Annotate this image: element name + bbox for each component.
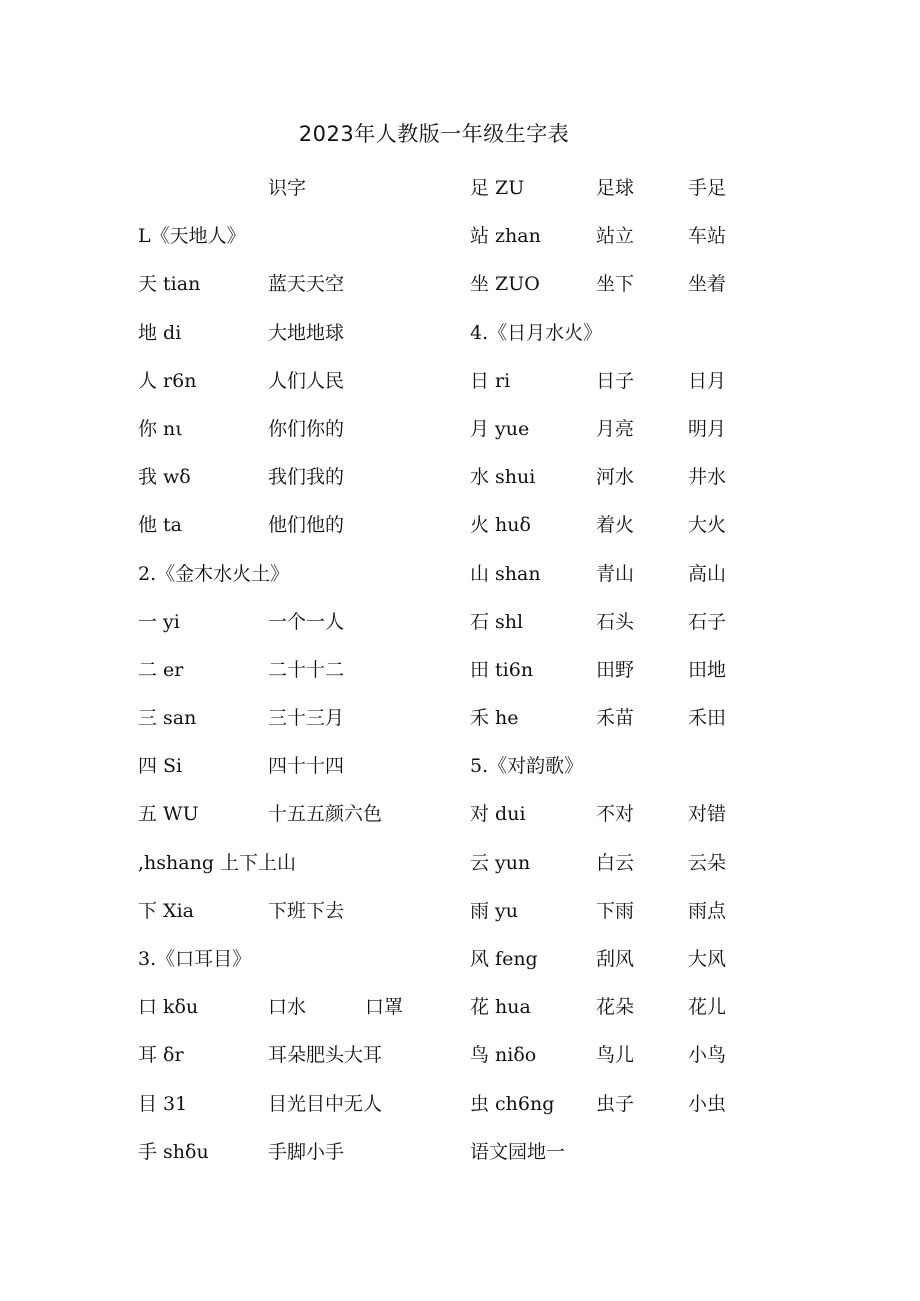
character-cell: 火 huδ	[470, 514, 531, 537]
word-cell: 一个一人	[268, 610, 345, 633]
right-row	[470, 1036, 770, 1084]
word-cell: 田野	[596, 658, 635, 681]
character-cell: ,hshang 上下上山	[138, 851, 297, 874]
right-row	[470, 362, 770, 410]
word-cell-2: 坐着	[688, 273, 727, 296]
right-row	[470, 314, 770, 362]
word-cell-2: 大火	[688, 514, 727, 537]
character-cell: 天 tian	[138, 273, 201, 296]
left-row	[138, 458, 438, 506]
left-row	[138, 844, 438, 892]
right-row	[470, 506, 770, 554]
right-row	[470, 892, 770, 940]
word-cell: 鸟儿	[596, 1044, 635, 1067]
word-cell-2: 手足	[688, 177, 727, 199]
word-cell-2: 小虫	[688, 1092, 727, 1115]
character-cell: 虫 ch6ng	[470, 1092, 555, 1115]
word-cell-2: 石子	[688, 610, 727, 633]
character-cell: 四 Si	[138, 755, 183, 778]
right-row	[470, 1085, 770, 1133]
character-cell: 2.《金木水火土》	[138, 562, 290, 585]
left-row	[138, 603, 438, 651]
character-cell: 风 feng	[470, 948, 538, 970]
character-cell: 地 di	[138, 321, 182, 344]
word-cell: 大地地球	[268, 321, 345, 344]
left-row	[138, 362, 438, 410]
word-cell: 我们我的	[268, 466, 345, 489]
word-cell: 石头	[596, 610, 635, 633]
character-cell: 下 Xia	[138, 899, 194, 922]
left-row	[138, 892, 438, 940]
word-cell: 足球	[596, 177, 635, 199]
character-cell: 田 ti6n	[470, 658, 534, 681]
word-cell: 目光目中无人	[268, 1092, 383, 1115]
right-row	[470, 940, 770, 988]
right-row	[470, 747, 770, 795]
right-row	[470, 169, 770, 217]
word-cell: 蓝天天空	[268, 273, 345, 296]
right-row	[470, 844, 770, 892]
right-row	[470, 603, 770, 651]
right-row	[470, 410, 770, 458]
word-cell: 下雨	[596, 899, 635, 922]
word-cell: 三十三月	[268, 707, 345, 730]
character-cell: 4.《日月水火》	[470, 321, 603, 344]
character-cell: 他 ta	[138, 514, 183, 537]
word-cell: 站立	[596, 225, 635, 248]
word-cell: 花朵	[596, 996, 635, 1019]
left-row	[138, 1036, 438, 1084]
word-cell: 十五五颜六色	[268, 803, 383, 826]
character-cell: 坐 ZUO	[470, 273, 540, 296]
character-cell: L《天地人》	[138, 225, 246, 248]
character-cell: 日 ri	[470, 369, 511, 392]
character-cell: 人 r6n	[138, 369, 197, 392]
character-cell: 月 yue	[470, 417, 530, 440]
word-cell: 刮风	[596, 948, 635, 970]
word-cell: 他们他的	[268, 514, 345, 537]
character-cell: 5.《对韵歌》	[470, 755, 584, 778]
word-cell-2: 明月	[688, 417, 727, 440]
right-row	[470, 651, 770, 699]
character-cell: 花 hua	[470, 996, 531, 1019]
left-row	[138, 217, 438, 265]
word-cell: 白云	[596, 851, 635, 874]
right-row	[470, 217, 770, 265]
word-cell: 河水	[596, 466, 635, 489]
left-row	[138, 1085, 438, 1133]
word-cell: 二十十二	[268, 658, 345, 681]
character-cell: 石 shl	[470, 610, 524, 633]
right-row	[470, 699, 770, 747]
character-cell: 手 shδu	[138, 1140, 209, 1163]
character-cell: 对 dui	[470, 803, 526, 826]
right-row	[470, 458, 770, 506]
word-cell: 坐下	[596, 273, 635, 296]
word-cell: 口水	[268, 996, 307, 1019]
left-row	[138, 265, 438, 313]
character-cell: 三 san	[138, 707, 197, 730]
left-row	[138, 410, 438, 458]
character-cell: 耳 δr	[138, 1044, 184, 1067]
word-cell: 识字	[268, 177, 307, 199]
word-cell: 人们人民	[268, 369, 345, 392]
character-cell: 五 WU	[138, 803, 199, 826]
left-row	[138, 651, 438, 699]
word-cell-2: 对错	[688, 803, 727, 826]
character-cell: 鸟 niδo	[470, 1044, 537, 1067]
word-cell: 着火	[596, 514, 635, 537]
character-cell: 站 zhan	[470, 225, 541, 248]
character-cell: 口 kδu	[138, 996, 199, 1019]
left-row	[138, 1133, 438, 1181]
word-cell: 虫子	[596, 1092, 635, 1115]
character-cell: 足 ZU	[470, 177, 525, 199]
word-cell-2: 高山	[688, 562, 727, 585]
word-cell-2: 田地	[688, 658, 727, 681]
character-cell: 3.《口耳目》	[138, 948, 252, 970]
character-cell: 禾 he	[470, 707, 519, 730]
word-cell-2: 禾田	[688, 707, 727, 730]
right-row	[470, 555, 770, 603]
word-cell-2: 井水	[688, 466, 727, 489]
word-cell: 禾苗	[596, 707, 635, 730]
word-cell-2: 车站	[688, 225, 727, 248]
word-cell: 月亮	[596, 417, 635, 440]
word-cell-2: 小鸟	[688, 1044, 727, 1067]
left-row	[138, 699, 438, 747]
left-column	[138, 169, 438, 1181]
character-cell: 山 shan	[470, 562, 541, 585]
word-cell: 下班下去	[268, 899, 345, 922]
character-cell: 一 yi	[138, 610, 180, 633]
character-cell: 目 31	[138, 1092, 188, 1115]
right-row	[470, 265, 770, 313]
word-cell-2: 云朵	[688, 851, 727, 874]
character-cell: 语文园地一	[470, 1140, 566, 1163]
word-cell: 手脚小手	[268, 1140, 345, 1163]
word-cell-2: 雨点	[688, 899, 727, 922]
left-row	[138, 314, 438, 362]
right-row	[470, 795, 770, 843]
word-cell: 你们你的	[268, 417, 345, 440]
left-row	[138, 169, 438, 217]
word-cell: 四十十四	[268, 755, 345, 778]
left-row	[138, 940, 438, 988]
right-row	[470, 1133, 770, 1181]
word-cell: 日子	[596, 369, 635, 392]
left-row	[138, 988, 438, 1036]
word-cell-2: 日月	[688, 369, 727, 392]
character-cell: 雨 yu	[470, 899, 519, 922]
left-row	[138, 795, 438, 843]
character-cell: 二 er	[138, 658, 184, 681]
word-cell: 不对	[596, 803, 635, 826]
left-row	[138, 747, 438, 795]
word-cell-2: 口罩	[365, 996, 404, 1019]
right-column	[470, 169, 770, 1181]
right-row	[470, 988, 770, 1036]
left-row	[138, 555, 438, 603]
word-cell-2: 花儿	[688, 996, 727, 1019]
character-cell: 水 shui	[470, 466, 536, 489]
character-cell: 云 yun	[470, 851, 531, 874]
word-cell: 青山	[596, 562, 635, 585]
word-cell: 耳朵肥头大耳	[268, 1044, 383, 1067]
left-row	[138, 506, 438, 554]
page-title: 2023年人教版一年级生字表	[298, 122, 570, 146]
character-cell: 我 wδ	[138, 466, 191, 489]
character-cell: 你 nι	[138, 417, 183, 440]
word-cell-2: 大风	[688, 948, 727, 970]
